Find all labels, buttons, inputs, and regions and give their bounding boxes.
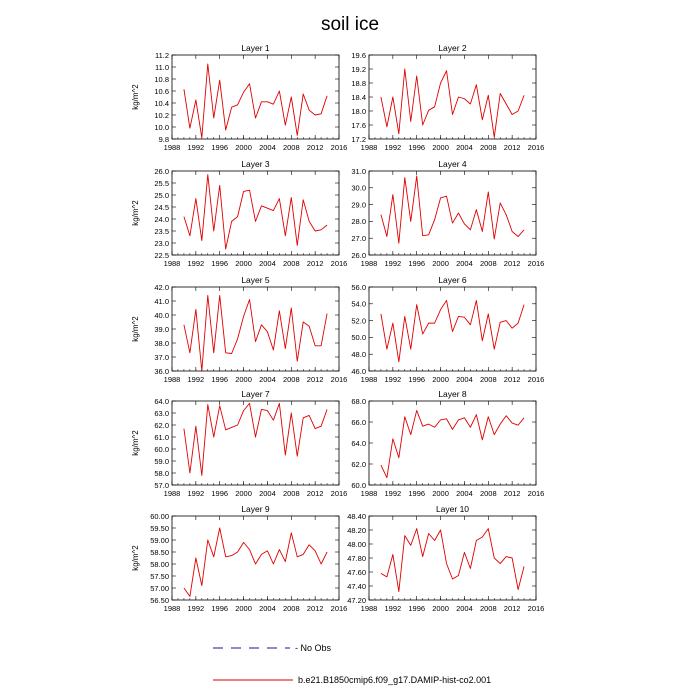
plot-frame <box>172 401 339 485</box>
plot-frame <box>172 516 339 600</box>
plot-frame <box>172 55 339 139</box>
x-tick-label: 2004 <box>259 604 276 613</box>
y-tick-label: 59.50 <box>150 523 169 533</box>
y-tick-label: 60.0 <box>351 480 366 490</box>
y-tick-label: 10.4 <box>154 98 169 108</box>
x-tick-label: 2004 <box>456 259 473 268</box>
panel-layer-6 <box>351 275 544 384</box>
panel-title: Layer 3 <box>241 159 270 169</box>
y-tick-label: 17.2 <box>351 134 366 144</box>
y-tick-label: 40.0 <box>154 310 169 320</box>
x-tick-label: 1988 <box>360 143 378 152</box>
y-tick-label: 24.0 <box>154 214 169 224</box>
x-tick-label: 2004 <box>259 375 276 384</box>
x-tick-label: 2012 <box>503 489 521 498</box>
x-tick-label: 1988 <box>163 375 181 384</box>
series-line <box>381 529 524 592</box>
y-tick-label: 36.0 <box>154 366 169 376</box>
y-tick-label: 48.20 <box>347 525 366 535</box>
x-tick-label: 2016 <box>527 259 545 268</box>
x-tick-label: 2008 <box>479 259 497 268</box>
x-tick-label: 2008 <box>282 143 300 152</box>
x-tick-label: 1996 <box>211 259 229 268</box>
x-tick-label: 2016 <box>527 143 545 152</box>
x-tick-label: 2000 <box>432 604 449 613</box>
x-tick-label: 2016 <box>330 604 348 613</box>
y-tick-label: 37.0 <box>154 352 169 362</box>
x-tick-label: 2016 <box>527 604 545 613</box>
legend <box>213 643 491 685</box>
panel-title: Layer 4 <box>438 159 467 169</box>
x-tick-label: 2008 <box>282 489 300 498</box>
y-tick-label: 22.5 <box>154 250 169 260</box>
y-tick-label: 58.0 <box>154 468 169 478</box>
x-tick-label: 2000 <box>432 375 449 384</box>
x-tick-label: 1988 <box>163 604 181 613</box>
x-tick-label: 2008 <box>479 375 497 384</box>
x-tick-label: 2004 <box>456 375 473 384</box>
y-tick-label: 39.0 <box>154 324 169 334</box>
y-tick-label: 38.0 <box>154 338 169 348</box>
x-tick-label: 2000 <box>235 604 252 613</box>
y-tick-label: 19.2 <box>351 64 366 74</box>
y-tick-label: 57.00 <box>150 583 169 593</box>
x-tick-label: 2012 <box>306 489 324 498</box>
y-tick-label: 63.0 <box>154 408 169 418</box>
y-tick-label: 29.0 <box>351 200 366 210</box>
x-tick-label: 2012 <box>306 143 324 152</box>
plot-frame <box>369 55 536 139</box>
y-tick-label: 30.0 <box>351 183 366 193</box>
y-tick-label: 62.0 <box>351 459 366 469</box>
x-tick-label: 2004 <box>259 143 276 152</box>
y-tick-label: 47.40 <box>347 581 366 591</box>
y-tick-label: 58.50 <box>150 547 169 557</box>
x-tick-label: 1992 <box>187 375 205 384</box>
x-tick-label: 1992 <box>384 375 402 384</box>
y-tick-label: 66.0 <box>351 417 366 427</box>
panel-layer-7 <box>131 389 347 498</box>
x-tick-label: 1996 <box>211 604 229 613</box>
x-tick-label: 2016 <box>527 489 545 498</box>
y-tick-label: 47.60 <box>347 567 366 577</box>
y-tick-label: 17.6 <box>351 120 366 130</box>
layer-panels <box>131 43 544 613</box>
x-tick-label: 2012 <box>306 604 324 613</box>
x-tick-label: 1992 <box>384 604 402 613</box>
y-tick-label: 60.00 <box>150 511 169 521</box>
x-tick-label: 2000 <box>432 143 449 152</box>
x-tick-label: 1988 <box>360 259 378 268</box>
x-tick-label: 1996 <box>408 489 426 498</box>
x-tick-label: 2000 <box>235 259 252 268</box>
y-axis-label: kg/m^2 <box>131 84 140 110</box>
y-tick-label: 26.0 <box>351 250 366 260</box>
x-tick-label: 2012 <box>503 143 521 152</box>
y-tick-label: 28.0 <box>351 217 366 227</box>
series-line <box>184 64 327 138</box>
x-tick-label: 1996 <box>408 604 426 613</box>
y-tick-label: 62.0 <box>154 420 169 430</box>
y-tick-label: 50.0 <box>351 333 366 343</box>
x-tick-label: 2008 <box>479 604 497 613</box>
panel-layer-3 <box>131 159 347 268</box>
y-tick-label: 41.0 <box>154 296 169 306</box>
y-axis-label: kg/m^2 <box>131 430 140 456</box>
panel-layer-10 <box>347 504 544 613</box>
x-tick-label: 1988 <box>360 604 378 613</box>
x-tick-label: 1992 <box>187 259 205 268</box>
panel-title: Layer 6 <box>438 275 467 285</box>
panel-title: Layer 7 <box>241 389 270 399</box>
x-tick-label: 1992 <box>187 143 205 152</box>
y-tick-label: 48.00 <box>347 539 366 549</box>
y-tick-label: 54.0 <box>351 299 366 309</box>
x-tick-label: 1996 <box>211 375 229 384</box>
series-line <box>381 300 524 361</box>
y-tick-label: 58.00 <box>150 559 169 569</box>
y-tick-label: 60.0 <box>154 444 169 454</box>
y-axis-label: kg/m^2 <box>131 316 140 342</box>
legend-label-no-obs: - No Obs <box>295 643 332 653</box>
y-tick-label: 56.0 <box>351 282 366 292</box>
x-tick-label: 1988 <box>163 143 181 152</box>
y-tick-label: 46.0 <box>351 366 366 376</box>
series-line <box>381 176 524 243</box>
y-tick-label: 10.8 <box>154 74 169 84</box>
series-line <box>184 403 327 475</box>
x-tick-label: 1992 <box>384 489 402 498</box>
series-line <box>184 528 327 596</box>
y-tick-label: 57.50 <box>150 571 169 581</box>
y-tick-label: 48.40 <box>347 511 366 521</box>
x-tick-label: 2004 <box>259 489 276 498</box>
y-tick-label: 11.0 <box>154 62 169 72</box>
x-tick-label: 2004 <box>456 143 473 152</box>
x-tick-label: 2004 <box>456 489 473 498</box>
panel-layer-8 <box>351 389 544 498</box>
x-tick-label: 1988 <box>360 375 378 384</box>
x-tick-label: 2012 <box>306 375 324 384</box>
y-tick-label: 10.6 <box>154 86 169 96</box>
x-tick-label: 1988 <box>360 489 378 498</box>
y-tick-label: 42.0 <box>154 282 169 292</box>
y-tick-label: 59.0 <box>154 456 169 466</box>
x-tick-label: 2000 <box>432 489 449 498</box>
x-tick-label: 2016 <box>330 259 348 268</box>
series-line <box>184 175 327 249</box>
y-axis-label: kg/m^2 <box>131 545 140 571</box>
x-tick-label: 2004 <box>456 604 473 613</box>
x-tick-label: 1996 <box>408 259 426 268</box>
series-line <box>381 410 524 477</box>
x-tick-label: 1992 <box>384 143 402 152</box>
x-tick-label: 1996 <box>408 375 426 384</box>
x-tick-label: 2004 <box>259 259 276 268</box>
panel-title: Layer 9 <box>241 504 270 514</box>
x-tick-label: 2000 <box>432 259 449 268</box>
panel-layer-2 <box>351 43 544 152</box>
panel-layer-9 <box>131 504 347 613</box>
x-tick-label: 2008 <box>479 143 497 152</box>
y-tick-label: 23.5 <box>154 226 169 236</box>
x-tick-label: 1996 <box>211 489 229 498</box>
y-tick-label: 18.4 <box>351 92 366 102</box>
y-tick-label: 47.80 <box>347 553 366 563</box>
y-tick-label: 68.0 <box>351 396 366 406</box>
panel-title: Layer 10 <box>435 504 470 514</box>
y-tick-label: 56.50 <box>150 595 169 605</box>
y-tick-label: 23.0 <box>154 238 169 248</box>
x-tick-label: 2016 <box>330 375 348 384</box>
x-tick-label: 2016 <box>330 489 348 498</box>
panel-layer-1 <box>131 43 347 152</box>
plot-frame <box>172 171 339 255</box>
y-tick-label: 59.00 <box>150 535 169 545</box>
y-tick-label: 25.5 <box>154 178 169 188</box>
y-tick-label: 10.0 <box>154 122 169 132</box>
y-tick-label: 9.8 <box>158 134 169 144</box>
x-tick-label: 2012 <box>503 604 521 613</box>
x-tick-label: 2012 <box>503 375 521 384</box>
y-tick-label: 18.0 <box>351 106 366 116</box>
x-tick-label: 2008 <box>282 375 300 384</box>
x-tick-label: 2012 <box>306 259 324 268</box>
plot-frame <box>369 171 536 255</box>
y-tick-label: 52.0 <box>351 316 366 326</box>
x-tick-label: 2008 <box>282 259 300 268</box>
y-tick-label: 31.0 <box>351 166 366 176</box>
y-tick-label: 10.2 <box>154 110 169 120</box>
y-tick-label: 25.0 <box>154 190 169 200</box>
y-tick-label: 19.6 <box>351 50 366 60</box>
panel-title: Layer 5 <box>241 275 270 285</box>
x-tick-label: 1992 <box>384 259 402 268</box>
series-line <box>381 69 524 137</box>
y-tick-label: 11.2 <box>154 50 169 60</box>
y-tick-label: 24.5 <box>154 202 169 212</box>
x-tick-label: 1996 <box>211 143 229 152</box>
x-tick-label: 2000 <box>235 143 252 152</box>
x-tick-label: 2016 <box>527 375 545 384</box>
y-axis-label: kg/m^2 <box>131 200 140 226</box>
series-line <box>184 295 327 371</box>
panel-layer-4 <box>351 159 544 268</box>
x-tick-label: 2008 <box>479 489 497 498</box>
x-tick-label: 2016 <box>330 143 348 152</box>
y-tick-label: 64.0 <box>351 438 366 448</box>
plot-frame <box>172 287 339 371</box>
y-tick-label: 64.0 <box>154 396 169 406</box>
x-tick-label: 1996 <box>408 143 426 152</box>
legend-label-model: b.e21.B1850cmip6.f09_g17.DAMIP-hist-co2.001 <box>298 675 492 685</box>
x-tick-label: 2000 <box>235 375 252 384</box>
panel-layer-5 <box>131 275 347 384</box>
y-tick-label: 26.0 <box>154 166 169 176</box>
x-tick-label: 2000 <box>235 489 252 498</box>
x-tick-label: 1992 <box>187 489 205 498</box>
x-tick-label: 2012 <box>503 259 521 268</box>
x-tick-label: 1988 <box>163 259 181 268</box>
y-tick-label: 27.0 <box>351 234 366 243</box>
y-tick-label: 57.0 <box>154 480 169 490</box>
figure-title: soil ice <box>320 14 380 35</box>
y-tick-label: 18.8 <box>351 78 366 88</box>
x-tick-label: 2008 <box>282 604 300 613</box>
x-tick-label: 1988 <box>163 489 181 498</box>
panel-title: Layer 8 <box>438 389 467 399</box>
panel-title: Layer 1 <box>241 43 270 53</box>
y-tick-label: 61.0 <box>154 432 169 442</box>
y-tick-label: 47.20 <box>347 595 366 605</box>
panel-title: Layer 2 <box>438 43 467 53</box>
y-tick-label: 48.0 <box>351 350 366 359</box>
x-tick-label: 1992 <box>187 604 205 613</box>
